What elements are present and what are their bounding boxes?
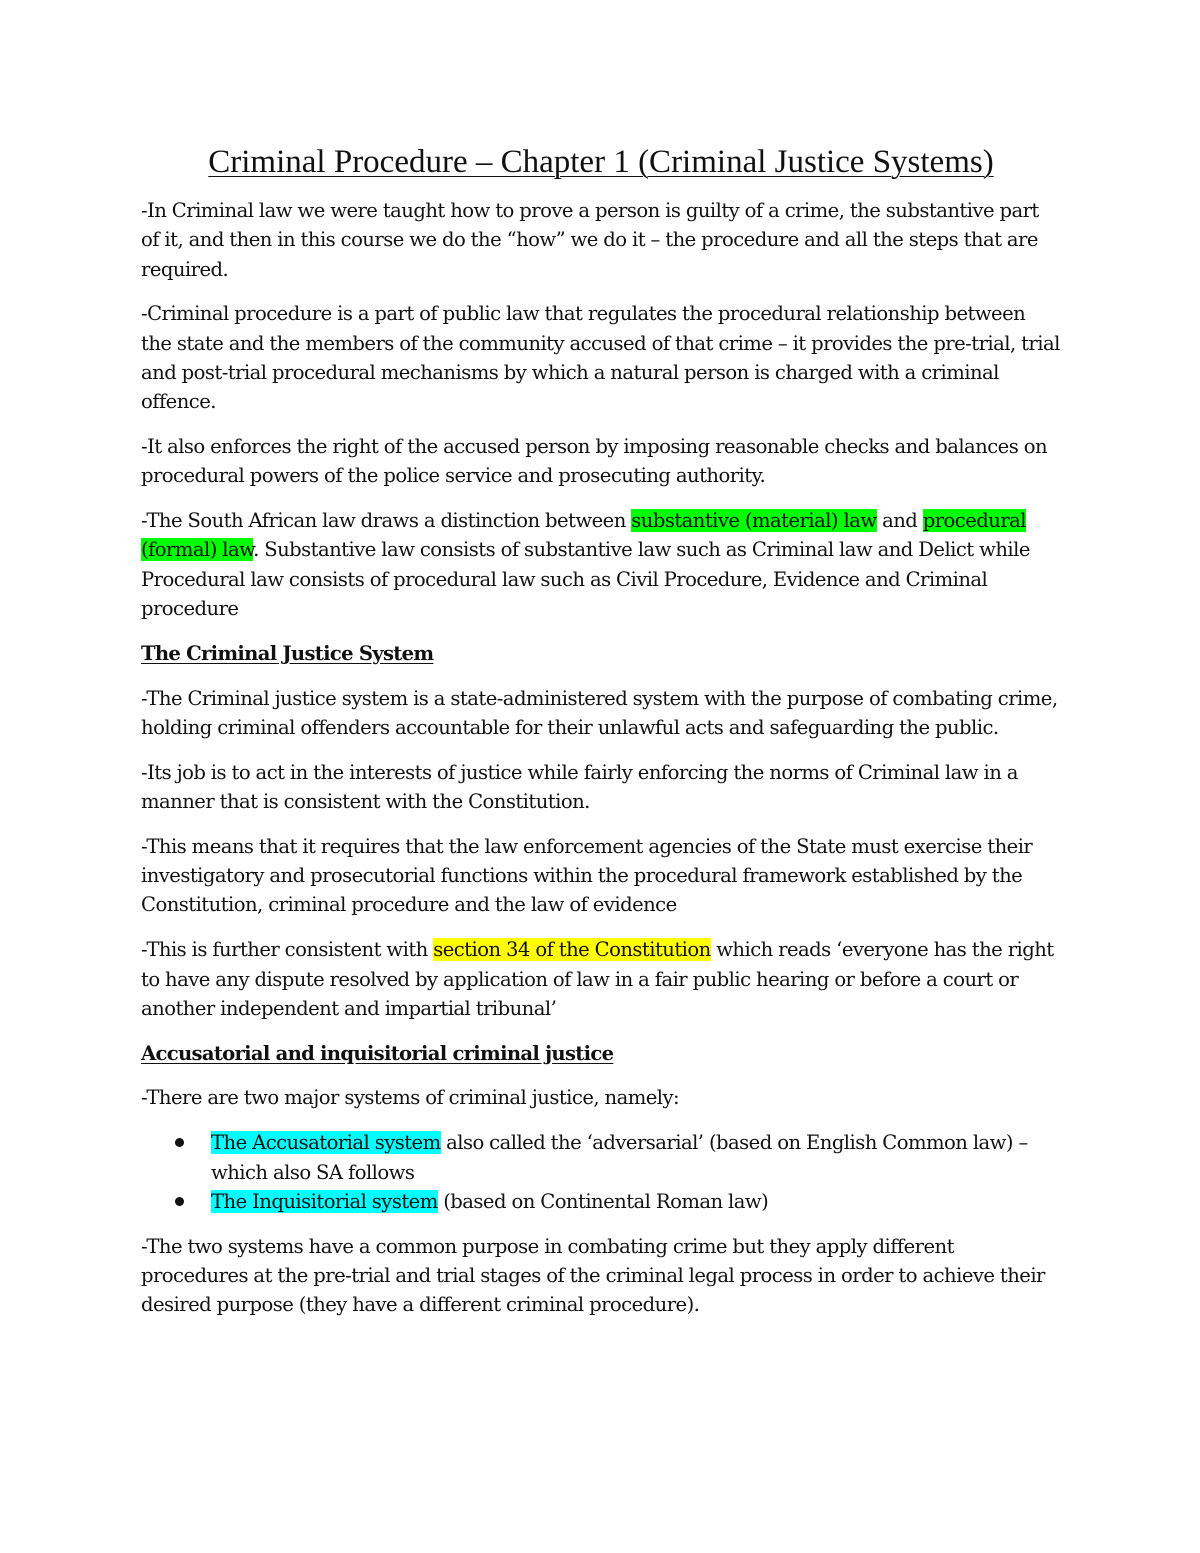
bullet-icon xyxy=(175,1138,184,1147)
text-run: which reads ‘everyone has the right to have any dispute resolved by application of law in a fair public hearing or before a court or another independent and impartial tribunal’ xyxy=(141,938,1054,1020)
bullet-icon xyxy=(175,1197,184,1206)
cjs-paragraph-2: -Its job is to act in the interests of justice while fairly enforcing the norms of Criminal law in a manner that is consistent with the Constitution. xyxy=(141,760,1018,814)
text-run: and xyxy=(876,509,923,533)
cjs-paragraph-3: -This means that it requires that the law enforcement agencies of the State must exercise their investigatory and prosecutorial functions within the procedural framework established by the Constitution, criminal procedure and the law of evidence xyxy=(141,834,1033,917)
systems-list xyxy=(141,1128,1061,1216)
intro-paragraph-2: -Criminal procedure is a part of public law that regulates the procedural relationship between the state and the members of the community accused of that crime – it provides the pre-trial, trial and post-trial procedural mechanisms by which a natural person is charged with a criminal offence. xyxy=(141,302,1060,414)
section-heading-cjs: The Criminal Justice System xyxy=(141,641,434,665)
document-title: Criminal Procedure – Chapter 1 (Criminal Justice Systems) xyxy=(208,144,994,180)
highlight-substantive-law: substantive (material) law xyxy=(631,509,877,533)
highlight-section-34: section 34 of the Constitution xyxy=(433,938,711,962)
acc-paragraph-2: -The two systems have a common purpose in combating crime but they apply different procedures at the pre-trial and trial stages of the criminal legal process in order to achieve their desired purpose (they have a different criminal procedure). xyxy=(141,1234,1045,1317)
list-item xyxy=(141,1128,1061,1187)
intro-paragraph-1: -In Criminal law we were taught how to prove a person is guilty of a crime, the substantive part of it, and then in this course we do the “how” we do it – the procedure and all the steps that are required. xyxy=(141,199,1039,281)
text-run: (based on Continental Roman law) xyxy=(437,1189,769,1213)
text-run: . Substantive law consists of substantive law such as Criminal law and Delict while Procedural law consists of procedural law such as Civil Procedure, Evidence and Criminal procedure xyxy=(141,538,1030,621)
text-run: -This is further consistent with xyxy=(141,938,434,962)
text-run: -The South African law draws a distinction between xyxy=(141,509,632,533)
intro-paragraph-4 xyxy=(141,506,1061,623)
cjs-paragraph-4 xyxy=(141,935,1061,1023)
highlight-inquisitorial-system: The Inquisitorial system xyxy=(211,1189,438,1213)
document-page xyxy=(141,140,1061,1335)
section-heading-accusatorial: Accusatorial and inquisitorial criminal justice xyxy=(141,1041,614,1065)
list-item xyxy=(141,1187,1061,1216)
highlight-procedural-law: procedural (formal) law xyxy=(141,509,1027,562)
cjs-paragraph-1: -The Criminal justice system is a state-administered system with the purpose of combating crime, holding criminal offenders accountable for their unlawful acts and safeguarding the public. xyxy=(141,686,1058,739)
intro-paragraph-3: -It also enforces the right of the accused person by imposing reasonable checks and balances on procedural powers of the police service and prosecuting authority. xyxy=(141,435,1048,488)
text-run: also called the ‘adversarial’ (based on English Common law) – which also SA follows xyxy=(211,1131,1028,1184)
acc-paragraph-1: -There are two major systems of criminal justice, namely: xyxy=(141,1086,680,1110)
highlight-accusatorial-system: The Accusatorial system xyxy=(211,1131,441,1155)
